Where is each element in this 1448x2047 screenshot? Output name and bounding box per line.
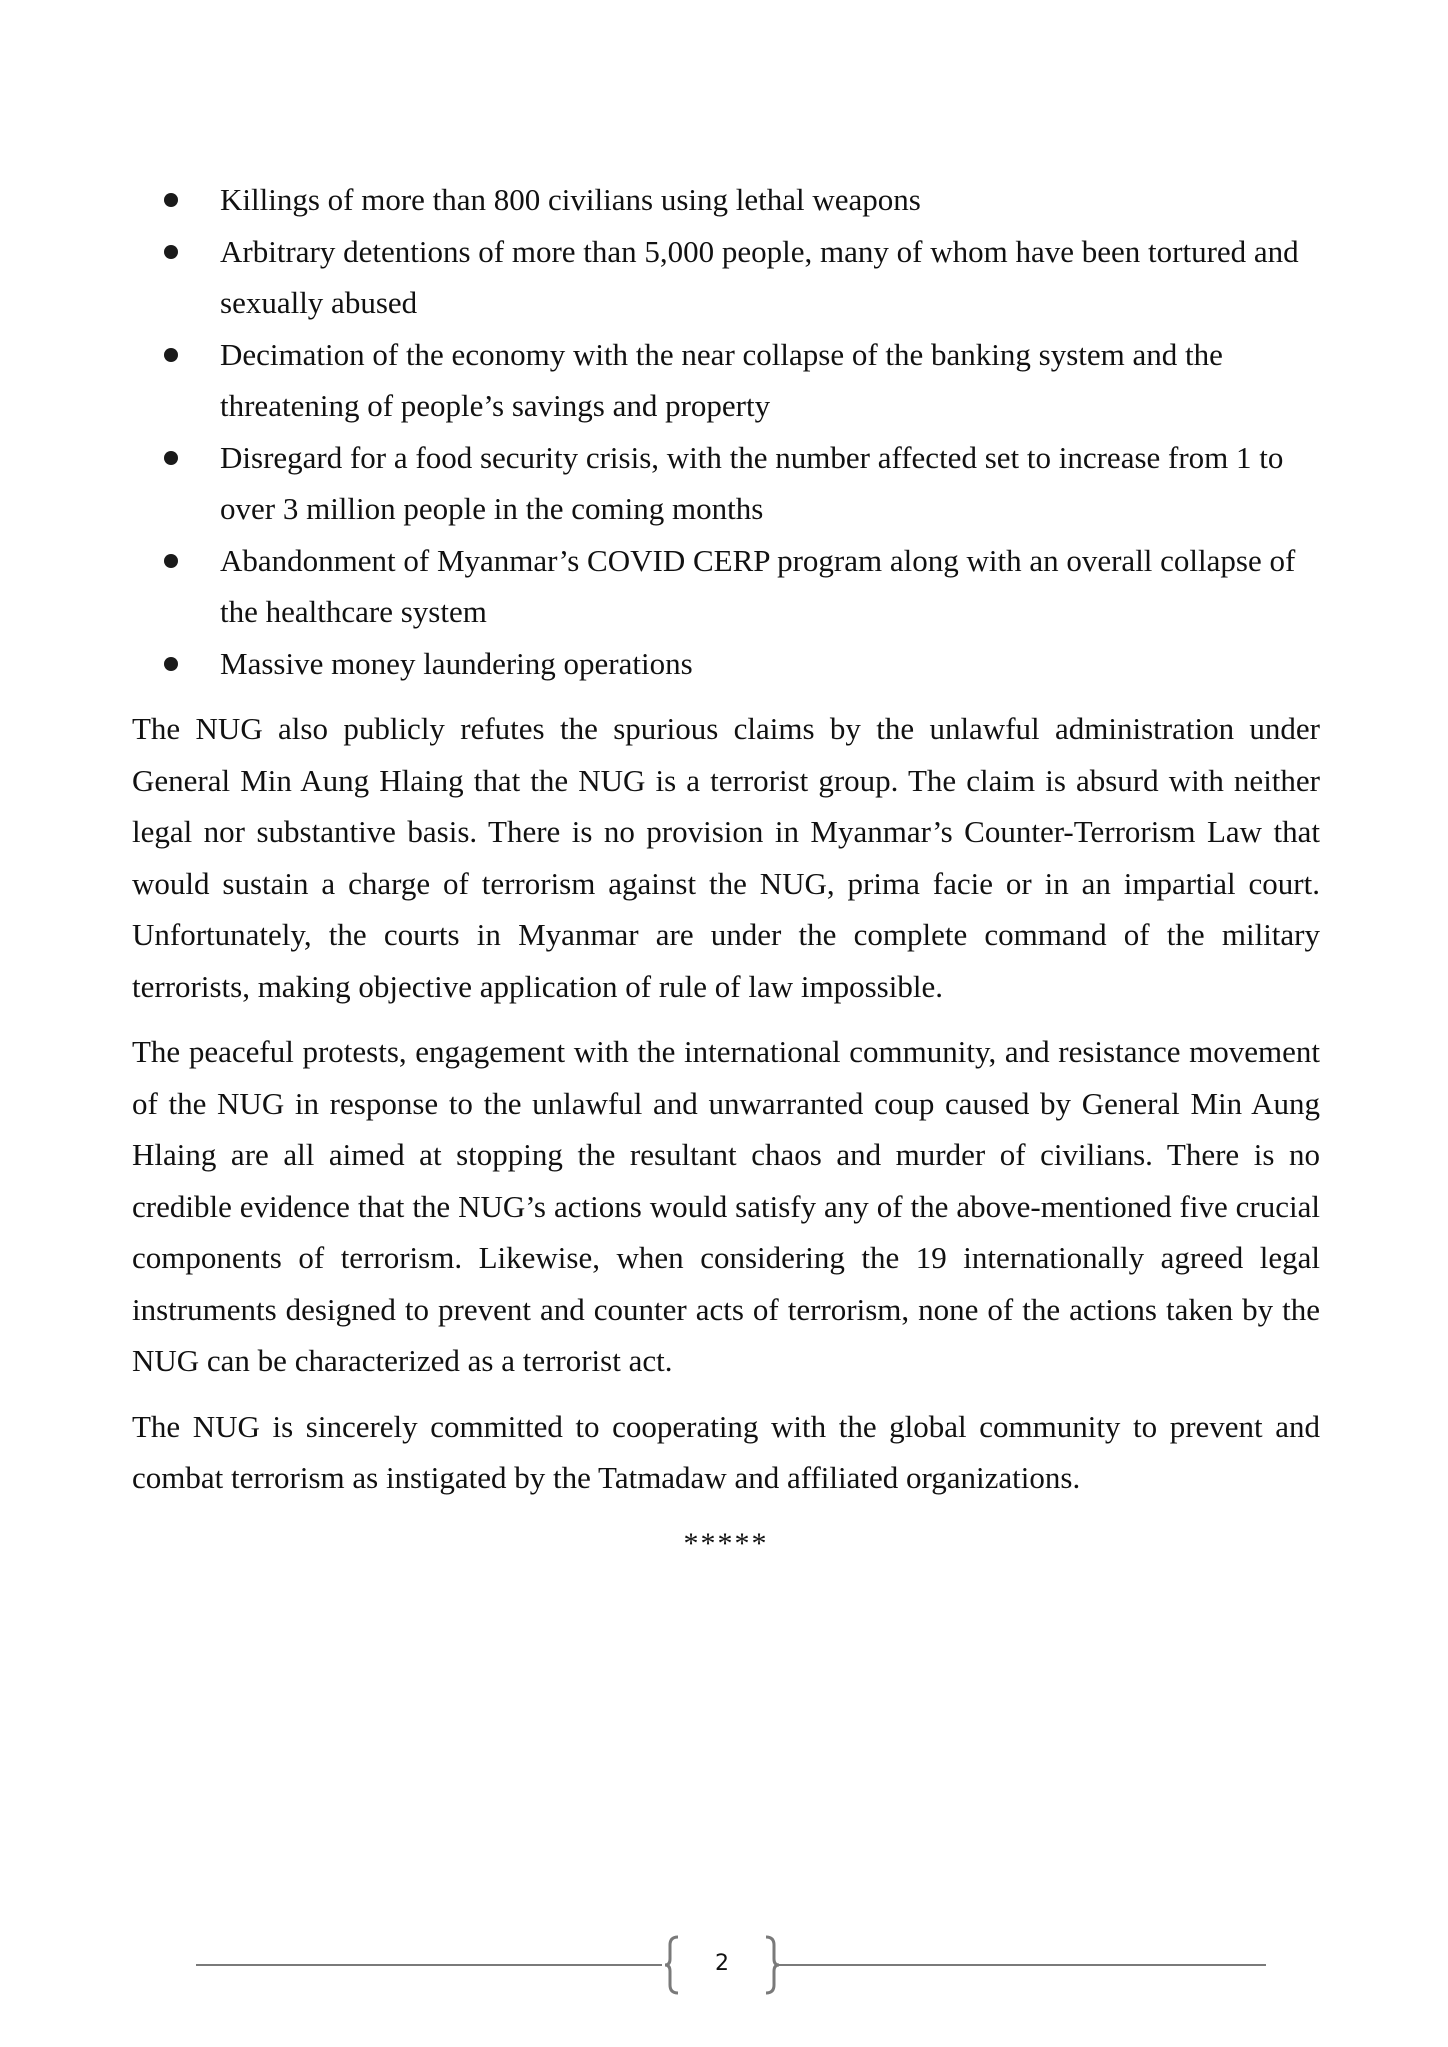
bullet-text: Arbitrary detentions of more than 5,000 people, many of whom have been tortured and sexually abused [220, 233, 1299, 320]
paragraph-peaceful-protests: The peaceful protests, engagement with the international community, and resistance movement of the NUG in response to the unlawful and unwarranted coup caused by General Min Aung Hlaing are all aimed at stopping the resultant chaos and murder of civilians. There is no credible evidence that the NUG’s actions would satisfy any of the above-mentioned five crucial components of terrorism. Likewise, when considering the 19 internationally agreed legal instruments designed to prevent and counter acts of terrorism, none of the actions taken by the NUG can be characterized as a terrorist act. [132, 1034, 1320, 1378]
page-number: 2 [715, 1951, 729, 1976]
footer-rule-left [196, 1964, 662, 1966]
bullet-item [220, 535, 1320, 638]
bullet-icon [164, 451, 178, 465]
bullet-item [220, 638, 1320, 690]
bullet-text: Disregard for a food security crisis, with the number affected set to increase from 1 to over 3 million people in the coming months [220, 439, 1284, 526]
bullet-list [132, 174, 1320, 689]
bullet-item [220, 432, 1320, 535]
bullet-icon [164, 245, 178, 259]
bullet-icon [164, 657, 178, 671]
page-content [132, 174, 1320, 1569]
paragraph-terrorist-claim-refutation: The NUG also publicly refutes the spurious claims by the unlawful administration under General Min Aung Hlaing that the NUG is a terrorist group. The claim is absurd with neither legal nor substantive basis. There is no provision in Myanmar’s Counter-Terrorism Law that would sustain a charge of terrorism against the NUG, prima facie or in an impartial court. Unfortunately, the courts in Myanmar are under the complete command of the military terrorists, making objective application of rule of law impossible. [132, 711, 1320, 1004]
paragraph-commitment: The NUG is sincerely committed to cooperating with the global community to prevent and combat terrorism as instigated by the Tatmadaw and affiliated organizations. [132, 1408, 1320, 1495]
bullet-text: Abandonment of Myanmar’s COVID CERP program along with an overall collapse of the healthcare system [220, 542, 1296, 629]
footer-rule-right [778, 1964, 1266, 1966]
left-brace-icon [662, 1935, 682, 1995]
bullet-icon [164, 554, 178, 568]
section-separator: ***** [683, 1526, 769, 1560]
bullet-item [220, 174, 1320, 226]
bullet-text: Killings of more than 800 civilians using lethal weapons [220, 182, 921, 217]
page-footer [196, 1935, 1266, 1995]
bullet-item [220, 329, 1320, 432]
bullet-icon [164, 193, 178, 207]
bullet-item [220, 226, 1320, 329]
bullet-icon [164, 348, 178, 362]
bullet-text: Massive money laundering operations [220, 645, 693, 681]
bullet-text: Decimation of the economy with the near collapse of the banking system and the threatening of people’s savings and property [220, 336, 1223, 423]
